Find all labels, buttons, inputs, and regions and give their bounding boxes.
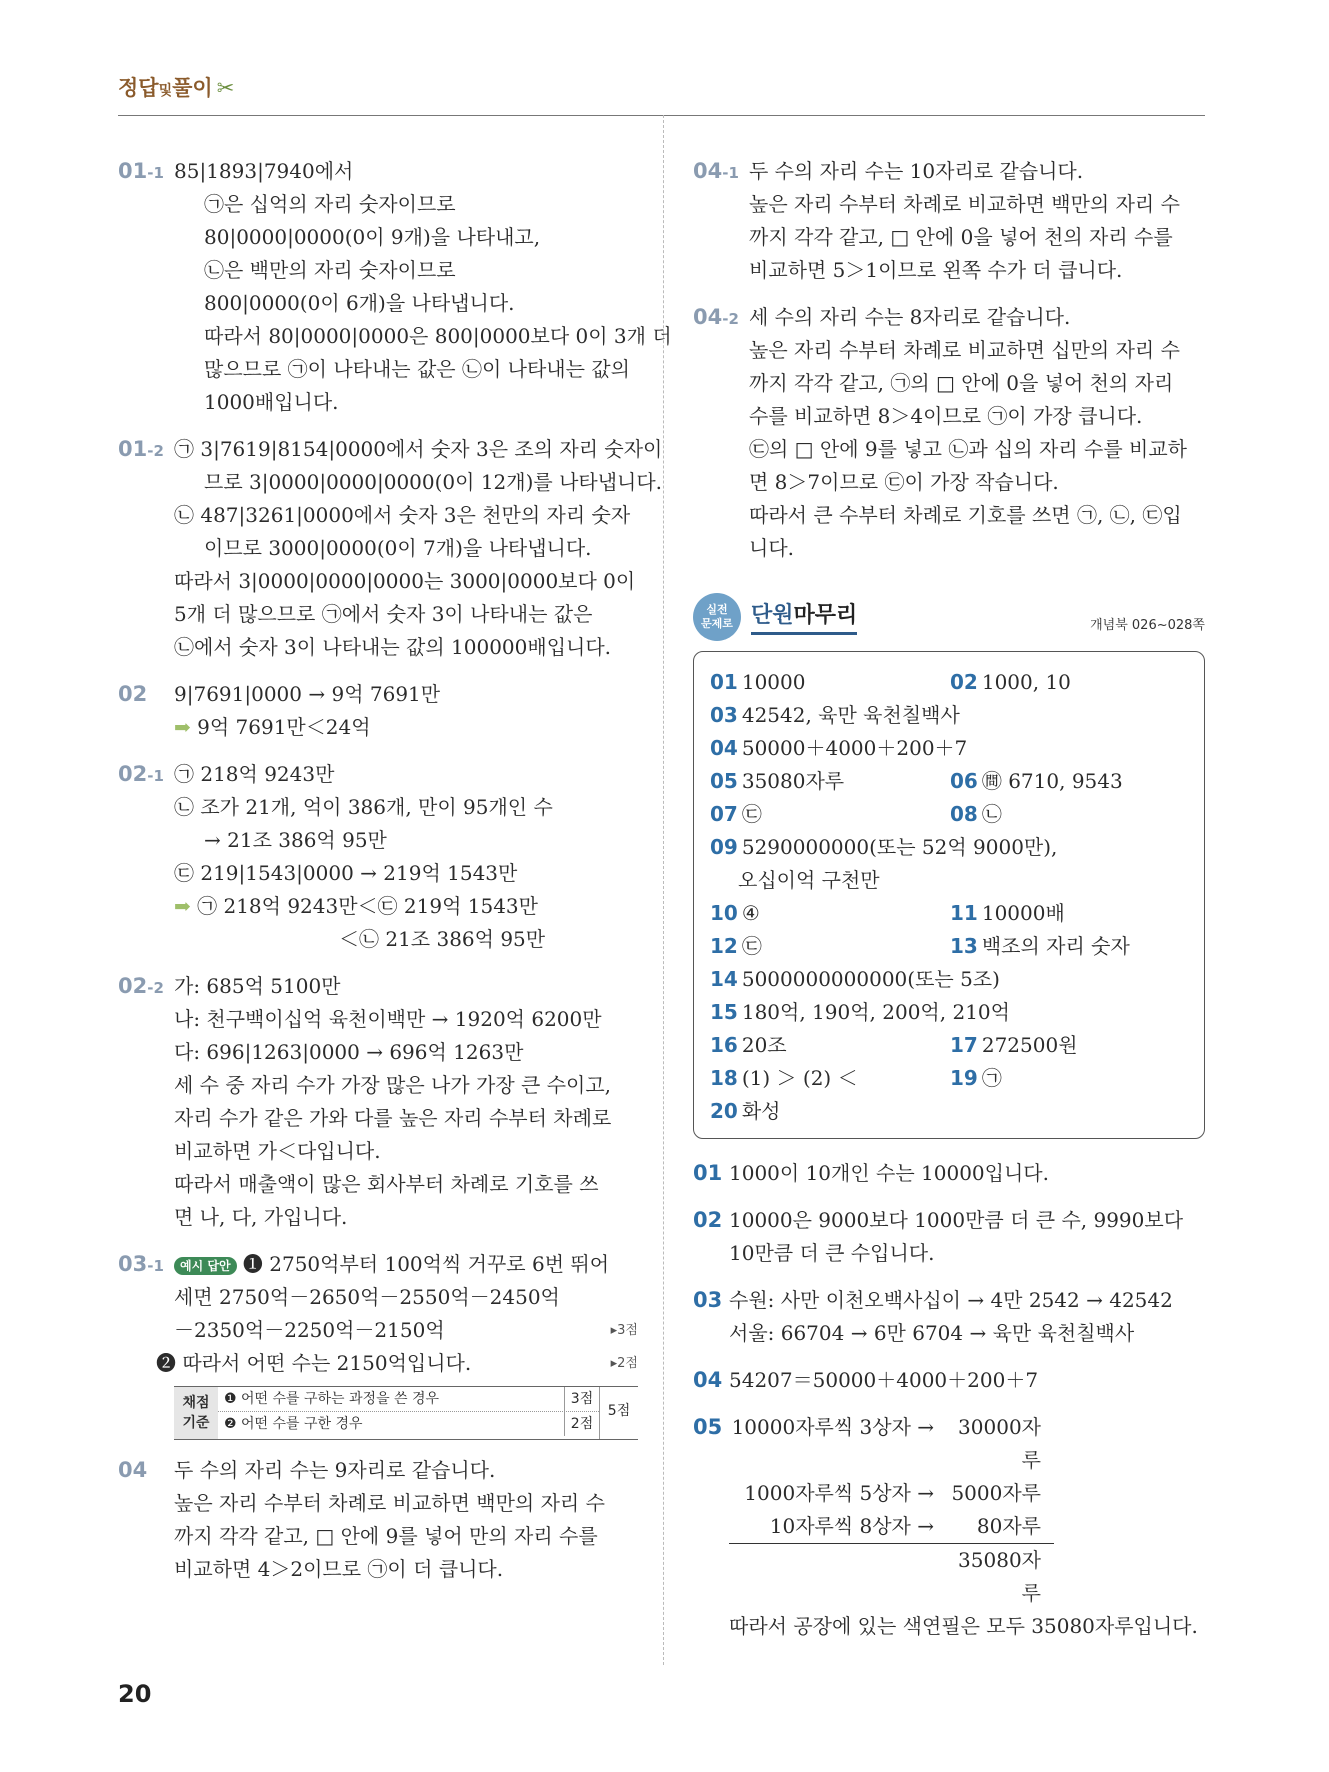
solution-02: 02 9|7691|0000 → 9억 7691만 ➡ 9억 7691만＜24억: [118, 682, 441, 739]
solution-r04: 04 54207＝50000＋4000＋200＋7: [693, 1368, 1039, 1392]
example-answer-badge: 예시 답안: [174, 1257, 237, 1275]
solution-04-2: 04-2 세 수의 자리 수는 8자리로 같습니다. 높은 자리 수부터 차례로 비교하면 십만의 자리 수 까지 각각 같고, ㉠의 □ 안에 0을 넣어 천의 자리 수를 비교하면 8＞4이므로 ㉠이 가장 큽니다. ㉢의 □ 안에 9를 넣고 ㉡과 십의 자리 수를 비교하 면 8＞7이므로 ㉢이 가장 작습니다. 따라서 큰 수부터 차례로 기호를 쓰면 ㉠, ㉡, ㉢입 니다.: [693, 305, 1187, 560]
answer-item: 02 1000, 10: [950, 670, 1071, 694]
answer-item: 04 50000＋4000＋200＋7: [710, 736, 968, 760]
solution-r01: 01 1000이 10개인 수는 10000입니다.: [693, 1161, 1049, 1185]
solution-01-2: 01-2 ㉠ 3|7619|8154|0000에서 숫자 3은 조의 자리 숫자이 므로 3|0000|0000|0000(0이 12개)를 나타냅니다. ㉡ 487|3261|0000에서 숫자 3은 천만의 자리 숫자 이므로 3000|0000(0이 7개)을 나타냅니다. 따라서 3|0000|0000|0000는 3000|0000보다 0이 5개 더 많으므로 ㉠에서 숫자 3이 나타내는 값은 ㉡에서 숫자 3이 나타내는 값의 100000배입니다.: [118, 437, 663, 659]
solution-r03: 03 수원: 사만 이천오백사십이 → 4만 2542 → 42542 서울: 66704 → 6만 6704 → 육만 육천칠백사: [693, 1288, 1173, 1345]
header-title: 정답및풀이 ✂: [118, 76, 235, 100]
solution-03-1: 03-1 예시 답안 ❶ 2750억부터 100억씩 거꾸로 6번 뛰어 세면 2750억－2650억－2550억－2450억 －2350억－2250억－2150억 ▸3점 ❷ 따라서 어떤 수는 2150억입니다. ▸2점 채점 기준 ❶ 어떤 수를 구하는 과정을 쓴 경우 3점 ❷ 어떤 수를 구한 경우 2점 5점: [118, 1248, 638, 1440]
concept-book-ref: 개념북 026~028쪽: [1090, 618, 1205, 633]
right-column: [693, 155, 1205, 1657]
answer-item: 17 272500원: [950, 1033, 1078, 1057]
answer-item: 05 35080자루: [710, 769, 845, 793]
answer-item: 15 180억, 190억, 200억, 210억: [710, 1000, 1010, 1024]
answer-item: 06 ㉄ 6710, 9543: [950, 769, 1123, 793]
solution-r02: 02 10000은 9000보다 1000만큼 더 큰 수, 9990보다 10만큼 더 큰 수입니다.: [693, 1208, 1184, 1265]
answer-summary-box: [693, 651, 1205, 1139]
answer-item: 16 20조: [710, 1033, 787, 1057]
answer-item: 20 화성: [710, 1099, 781, 1123]
answer-item: 09 5290000000(또는 52억 9000만), 오십이억 구천만: [710, 835, 1058, 892]
answer-item: 18 (1) ＞ (2) ＜: [710, 1066, 858, 1090]
solution-02-2: 02-2 가: 685억 5100만 나: 천구백이십억 육천이백만 → 1920억 6200만 다: 696|1263|0000 → 696억 1263만 세 수 중 자리 수가 가장 많은 나가 가장 큰 수이고, 자리 수가 같은 가와 다를 높은 자리 수부터 차례로 비교하면 가＜다입니다. 따라서 매출액이 많은 회사부터 차례로 기호를 쓰 면 나, 다, 가입니다.: [118, 974, 612, 1229]
answer-item: 07 ㉢: [710, 802, 762, 826]
left-column: [118, 155, 672, 1600]
practice-badge: 실전 문제로: [693, 593, 741, 641]
section-title: 단원마무리: [751, 599, 857, 635]
arrow-icon: ➡: [174, 894, 191, 918]
scoring-criteria-table: 채점 기준 ❶ 어떤 수를 구하는 과정을 쓴 경우 3점 ❷ 어떤 수를 구한 경우 2점 5점: [174, 1386, 638, 1440]
answer-item: 10 ④: [710, 901, 760, 925]
answer-item: 19 ㉠: [950, 1066, 1002, 1090]
solution-01-1: 01-1 85|1893|7940에서 ㉠은 십억의 자리 숫자이므로 80|0000|0000(0이 9개)을 나타내고, ㉡은 백만의 자리 숫자이므로 800|0000(0이 6개)을 나타냅니다. 따라서 80|0000|0000은 800|0000보다 0이 3개 더 많으므로 ㉠이 나타내는 값은 ㉡이 나타내는 값의 1000배입니다.: [118, 159, 672, 414]
section-header: [693, 593, 1205, 645]
solution-04-1: 04-1 두 수의 자리 수는 10자리로 같습니다. 높은 자리 수부터 차례로 비교하면 백만의 자리 수 까지 각각 같고, □ 안에 0을 넣어 천의 자리 수를 비교하면 5＞1이므로 왼쪽 수가 더 큽니다.: [693, 159, 1180, 282]
tools-icon: ✂: [216, 76, 235, 100]
solution-04: 04 두 수의 자리 수는 9자리로 같습니다. 높은 자리 수부터 차례로 비교하면 백만의 자리 수 까지 각각 같고, □ 안에 9를 넣어 만의 자리 수를 비교하면 4＞2이므로 ㉠이 더 큽니다.: [118, 1458, 605, 1581]
arrow-icon: ➡: [174, 715, 191, 739]
solution-02-1: 02-1 ㉠ 218억 9243만 ㉡ 조가 21개, 억이 386개, 만이 95개인 수 → 21조 386억 95만 ㉢ 219|1543|0000 → 219억 1543만 ➡ ㉠ 218억 9243만＜㉢ 219억 1543만 ＜㉡ 21조 386억 95만: [118, 762, 553, 951]
answer-item: 12 ㉢: [710, 934, 762, 958]
page-number: 20: [118, 1680, 152, 1708]
answer-item: 11 10000배: [950, 901, 1065, 925]
answer-item: 01 10000: [710, 670, 806, 694]
solution-r05: 05 10000자루씩 3상자 → 30000자루 1000자루씩 5상자 → 5000자루 10자루씩 8상자 → 80자루 35080자루 따라서 공장에 있는 색연필은 모두 35080자루입니다.: [693, 1415, 1198, 1638]
answer-item: 08 ㉡: [950, 802, 1002, 826]
answer-item: 14 5000000000000(또는 5조): [710, 967, 1000, 991]
header-rule: [118, 115, 1205, 116]
answer-item: 13 백조의 자리 숫자: [950, 934, 1130, 958]
answer-item: 03 42542, 육만 육천칠백사: [710, 703, 960, 727]
